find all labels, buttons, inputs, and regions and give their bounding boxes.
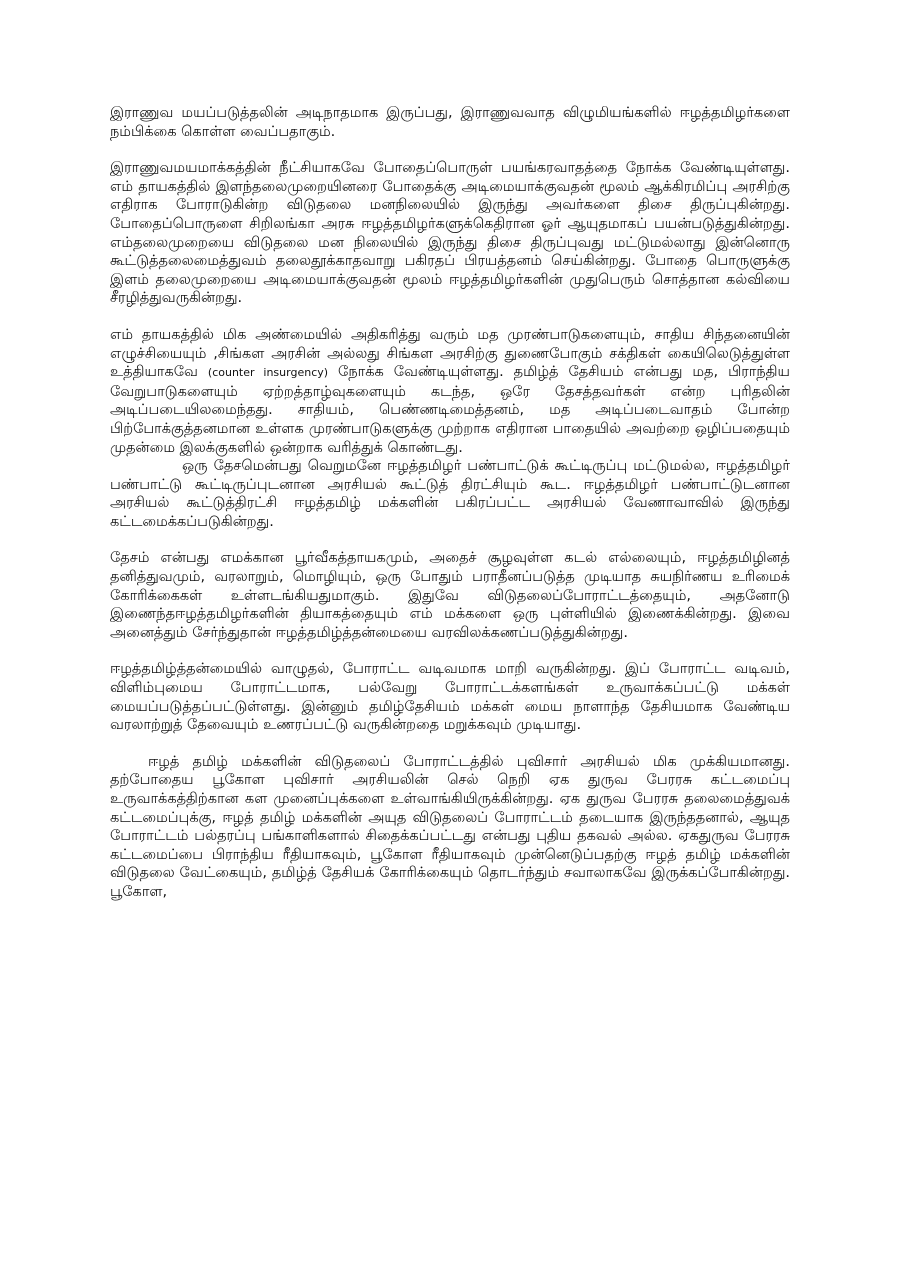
paragraph-struggle-form xyxy=(110,660,790,734)
paragraph-text: நோக்க வேண்டியுள்ளது. தமிழ்த் தேசியம் என்பது மத, பிராந்திய வேறுபாடுகளையும் ஏற்றத்தாழ்வுகளையும் கடந்த, ஒரே தேசத்தவர்கள் என்ற புரிதலின் அடிப்படையிலமைந்தது. சாதியம், பெண்ணடிமைத்தனம், மத அடிப்படைவாதம் போன்ற பிற்போக்குத்தனமான உள்ளக முரண்பாடுகளுக்கு முற்றாக எதிரான பாதையில் அவற்றை ஒழிப்பதையும் முதன்மை இலக்குகளில் ஒன்றாக வரித்துக் கொண்டது. xyxy=(110,364,790,456)
paragraph-geopolitics xyxy=(110,753,790,902)
document-body xyxy=(110,104,790,920)
paragraph-text: ஈழத் தமிழ் மக்களின் விடுதலைப் போராட்டத்தில் புவிசார் அரசியல் மிக முக்கியமானது. தற்போதைய பூகோள புவிசார் அரசியலின் செல் நெறி ஏக துருவ பேரரசு கட்டமைப்பு உருவாக்கத்திற்கான கள முனைப்புக்களை உள்வாங்கியிருக்கின்றது. ஏக துருவ பேரரசு தலைமைத்துவக் கட்டமைப்புக்கு, ஈழத் தமிழ் மக்களின் அயுத விடுதலைப் போராட்டம் தடையாக இருந்ததனால், ஆயுத போராட்டம் பல்தரப்பு பங்காளிகளால் சிதைக்கப்பட்டது என்பது புதிய தகவல் அல்ல. ஏகதுருவ பேரரசு கட்டமைப்பை பிராந்திய ரீதியாகவும், பூகோள ரீதியாகவும் முன்னெடுப்பதற்கு ஈழத் தமிழ் மக்களின் விடுதலை வேட்கையும், தமிழ்த் தேசியக் கோரிக்கையும் தொடர்ந்தும் சவாலாகவே இருக்கப்போகின்றது. பூகோள, xyxy=(110,753,790,900)
paragraph-drug-terrorism xyxy=(110,159,790,308)
paragraph-nation-definition xyxy=(110,457,790,531)
paragraph-text: ஒரு தேசமென்பது வெறுமனே ஈழத்தமிழர் பண்பாட்டுக் கூட்டிருப்பு மட்டுமல்ல, ஈழத்தமிழர் பண்பாட்டு கூட்டிருப்புடனான அரசியல் கூட்டுத் திரட்சியும் கூட. ஈழத்தமிழர் பண்பாட்டுடனான அரசியல் கூட்டுத்திரட்சி ஈழத்தமிழ் மக்களின் பகிரப்பட்ட அரசியல் வேணாவாவில் இருந்து கட்டமைக்கப்படுகின்றது. xyxy=(110,458,790,530)
paragraph-religious-conflicts xyxy=(110,326,790,457)
counter-insurgency-term: (counter insurgency) xyxy=(207,366,329,380)
paragraph-text: எம் தாயகத்தில் மிக அண்மையில் அதிகரித்து வரும் மத முரண்பாடுகளையும், சாதிய சிந்தனையின் எழுச்சியையும் ,சிங்கள அரசின் அல்லது சிங்கள அரசிற்கு துணைபோகும் சக்திகள் கையிலெடுத்துள்ள உத்தியாகவே xyxy=(110,326,790,381)
paragraph-text: இராணுவ மயப்படுத்தலின் அடிநாதமாக இருப்பது, இராணுவவாத விழுமியங்களில் ஈழத்தமிழர்களை நம்பிக்கை கொள்ள வைப்பதாகும். xyxy=(110,105,790,140)
paragraph-text: தேசம் என்பது எமக்கான பூர்வீகத்தாயகமும், அதைச் சூழவுள்ள கடல் எல்லையும், ஈழத்தமிழினத் தனித்துவமும், வரலாறும், மொழியும், ஒரு போதும் பராதீனப்படுத்த முடியாத சுயநிர்ணய உரிமைக் கோரிக்கைகள் உள்ளடங்கியதுமாகும். இதுவே விடுதலைப்போராட்டத்தையும், அதனோடு இணைந்தஈழத்தமிழர்களின் தியாகத்தையும் எம் மக்களை ஒரு புள்ளியில் இணைக்கின்றது. இவை அனைத்தும் சேர்ந்துதான் ஈழத்தமிழ்த்தன்மையை வரவிலக்கணப்படுத்துகின்றது. xyxy=(110,550,790,641)
paragraph-text: இராணுவமயமாக்கத்தின் நீட்சியாகவே போதைப்பொருள் பயங்கரவாதத்தை நோக்க வேண்டியுள்ளது. எம் தாயகத்தில் இளந்தலைமுறையினரை போதைக்கு அடிமையாக்குவதன் மூலம் ஆக்கிரமிப்பு அரசிற்கு எதிராக போராடுகின்ற விடுதலை மனநிலையில் இருந்து அவர்களை திசை திருப்புகின்றது. போதைப்பொருளை சிறிலங்கா அரசு ஈழத்தமிழர்களுக்கெதிரான ஓர் ஆயுதமாகப் பயன்படுத்துகின்றது. எம்தலைமுறையை விடுதலை மன நிலையில் இருந்து திசை திருப்புவது மட்டுமல்லாது இன்னொரு கூட்டுத்தலைமைத்துவம் தலைதூக்காதவாறு பகிரதப் பிரயத்தனம் செய்கின்றது. போதை பொருளுக்கு இளம் தலைமுறையை அடிமையாக்குவதன் மூலம் ஈழத்தமிழர்களின் முதுபெரும் சொத்தான கல்வியை சீரழித்துவருகின்றது. xyxy=(110,160,790,307)
paragraph-text: ஈழத்தமிழ்த்தன்மையில் வாழுதல், போராட்ட வடிவமாக மாறி வருகின்றது. இப் போராட்ட வடிவம், விளிம்புமைய போராட்டமாக, பல்வேறு போராட்டக்களங்கள் உருவாக்கப்பட்டு மக்கள் மையப்படுத்தப்பட்டுள்ளது. இன்னும் தமிழ்தேசியம் மக்கள் மைய நாளாந்த தேசியமாக வேண்டிய வரலாற்றுத் தேவையும் உணரப்பட்டு வருகின்றதை மறுக்கவும் முடியாது. xyxy=(110,661,790,734)
paragraph-militarization xyxy=(110,104,790,141)
paragraph-homeland xyxy=(110,549,790,642)
